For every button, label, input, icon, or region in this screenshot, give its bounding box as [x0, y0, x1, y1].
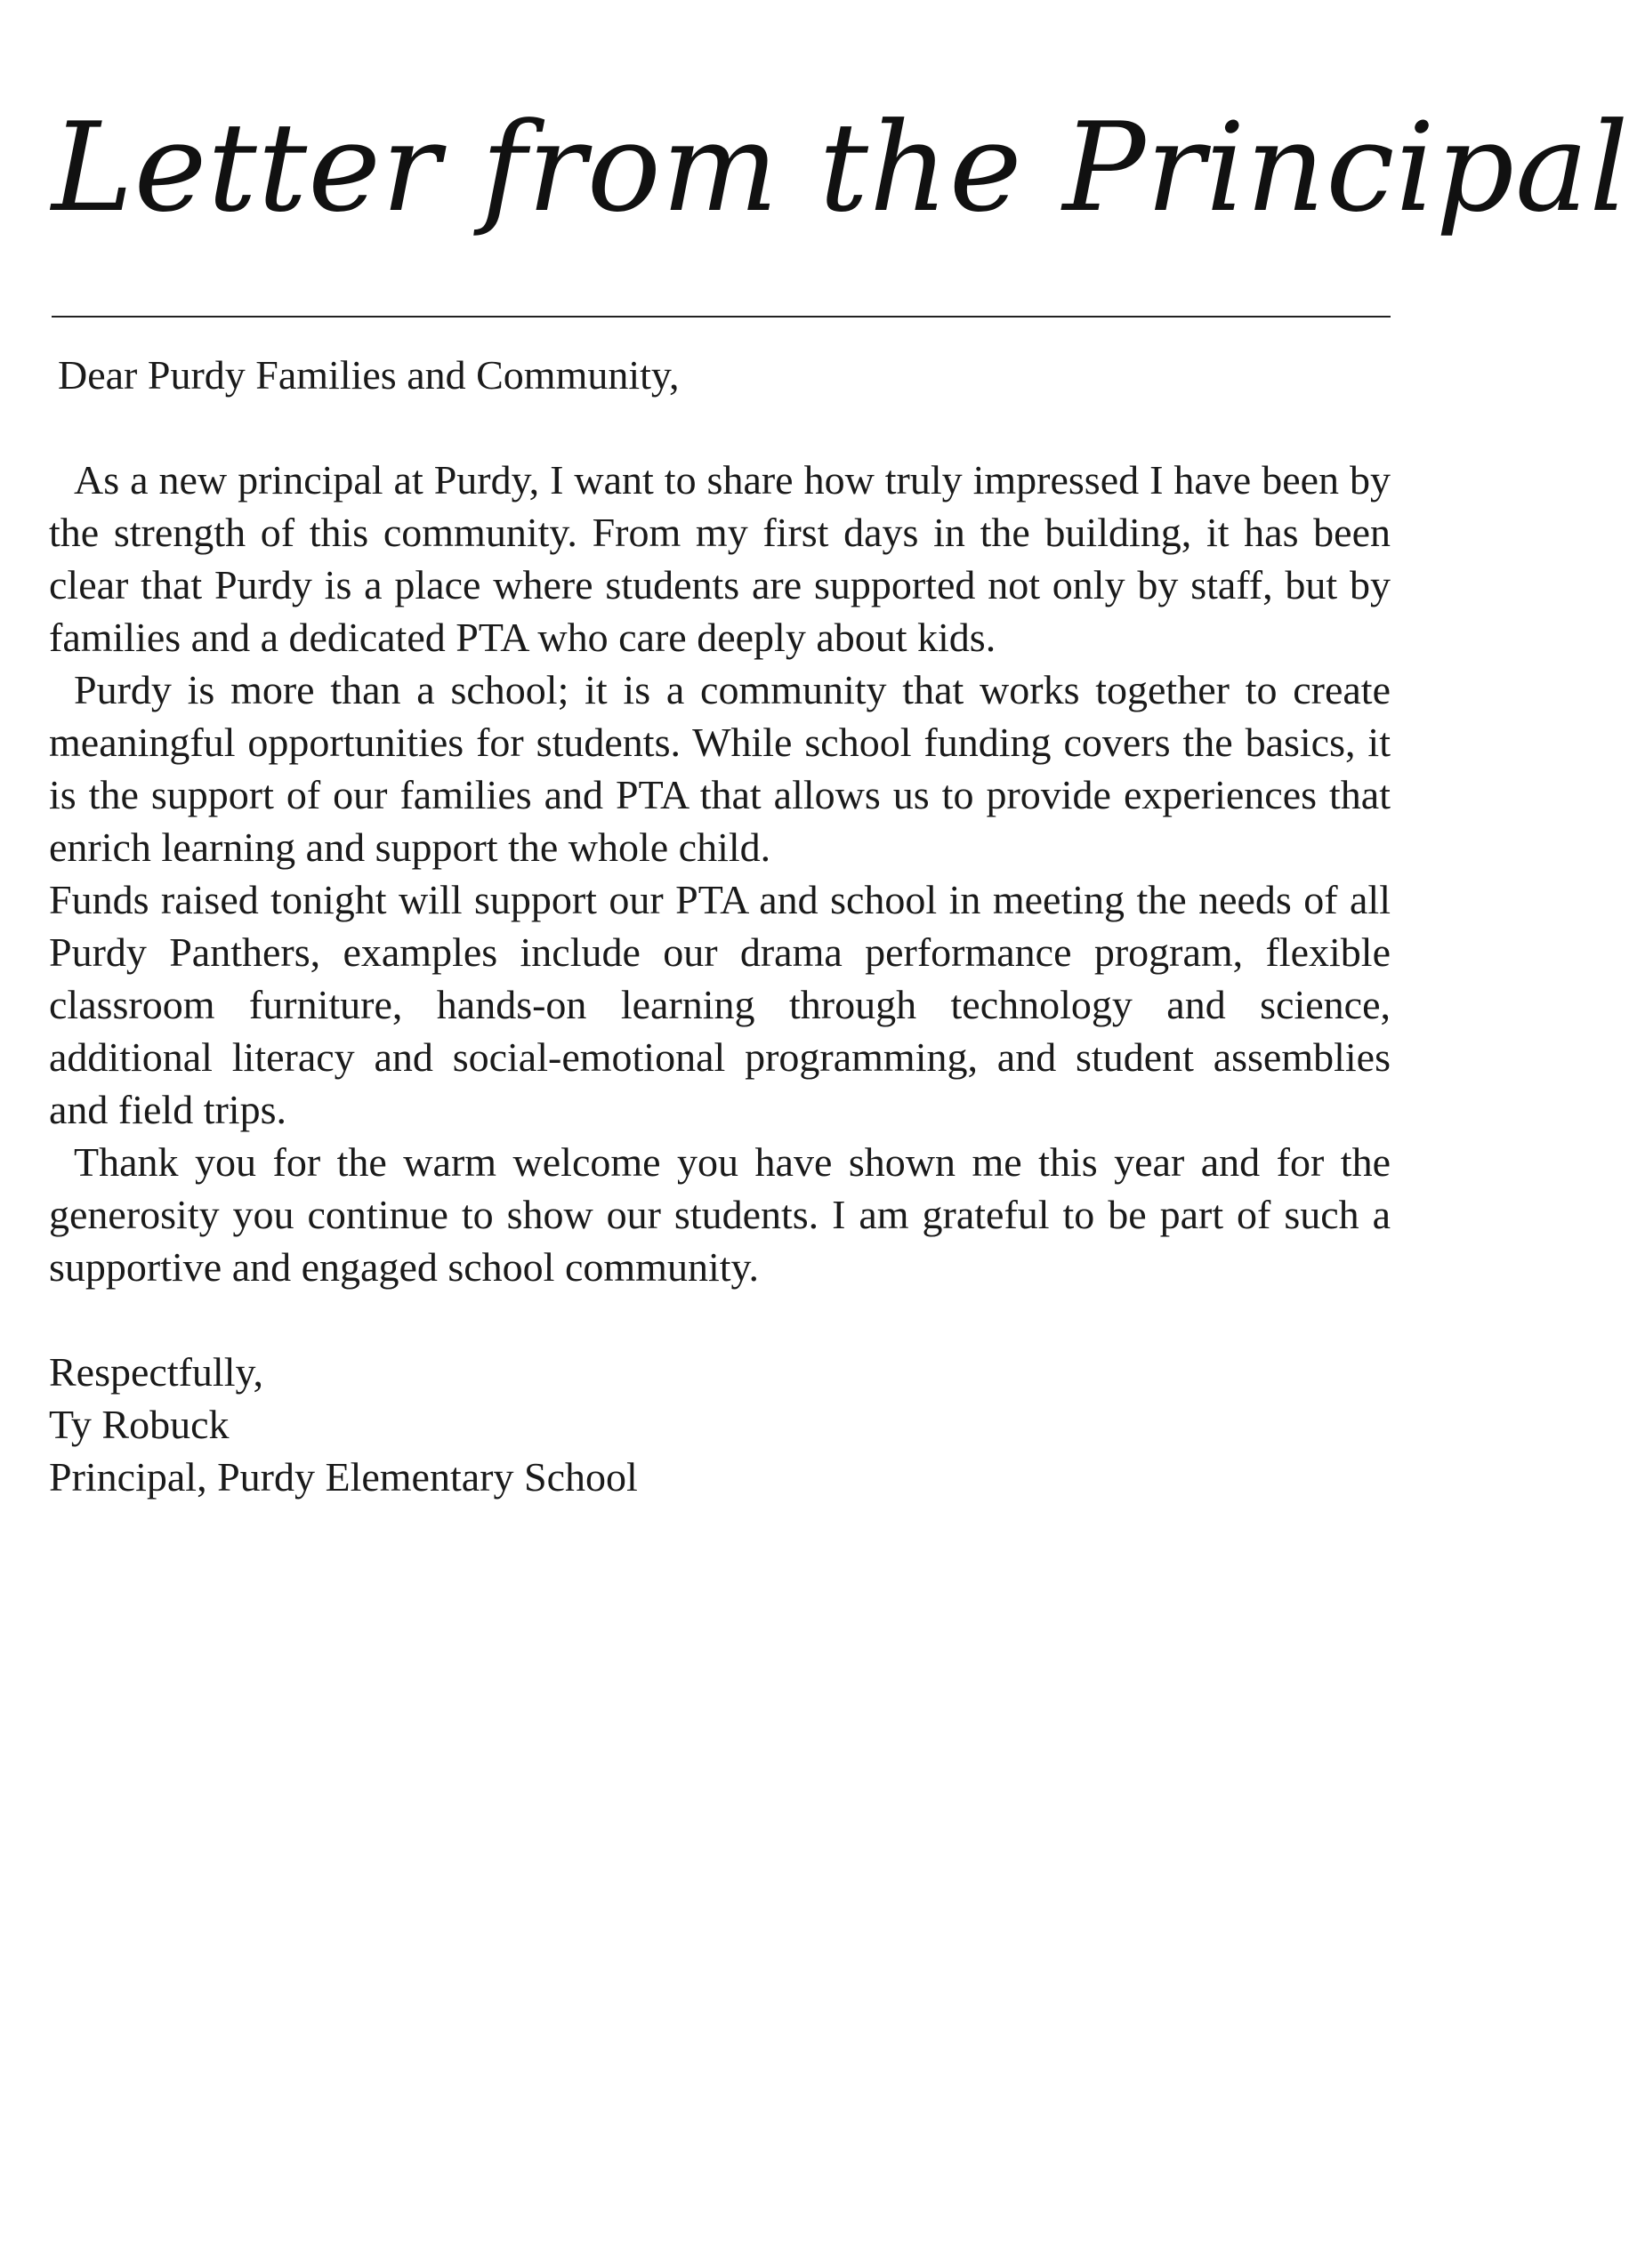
- paragraph-intro: As a new principal at Purdy, I want to share how truly impressed I have been by the strength of this community. From my first days in the building, it has been clear that Purdy is a place where students are supported not only by staff, but by families and a dedicated PTA who care deeply about kids.: [49, 457, 1391, 660]
- page-title: Letter from the Principal: [52, 96, 1629, 239]
- greeting: Dear Purdy Families and Community,: [58, 352, 680, 398]
- signoff: Respectfully,: [49, 1349, 264, 1395]
- title-divider: [52, 316, 1391, 318]
- letter-body: [49, 349, 1391, 1503]
- signer-name: Ty Robuck: [49, 1402, 230, 1447]
- signature-block: [49, 1346, 1391, 1503]
- paragraph-thanks: Thank you for the warm welcome you have shown me this year and for the generosity you continue to show our students. I am grateful to be part of such a supportive and engaged school community.: [49, 1139, 1391, 1290]
- paragraph-funds: Funds raised tonight will support our PTA and school in meeting the needs of all Purdy Panthers, examples include our drama performance program, flexible classroom furniture, hands-on learning through technology and science, additional literacy and social-emotional programming, and student assemblies and field trips.: [49, 877, 1391, 1132]
- paragraph-community: Purdy is more than a school; it is a community that works together to create meaningful opportunities for students. While school funding covers the basics, it is the support of our families and PTA that allows us to provide experiences that enrich learning and support the whole child.: [49, 667, 1391, 870]
- signer-role: Principal, Purdy Elementary School: [49, 1454, 638, 1500]
